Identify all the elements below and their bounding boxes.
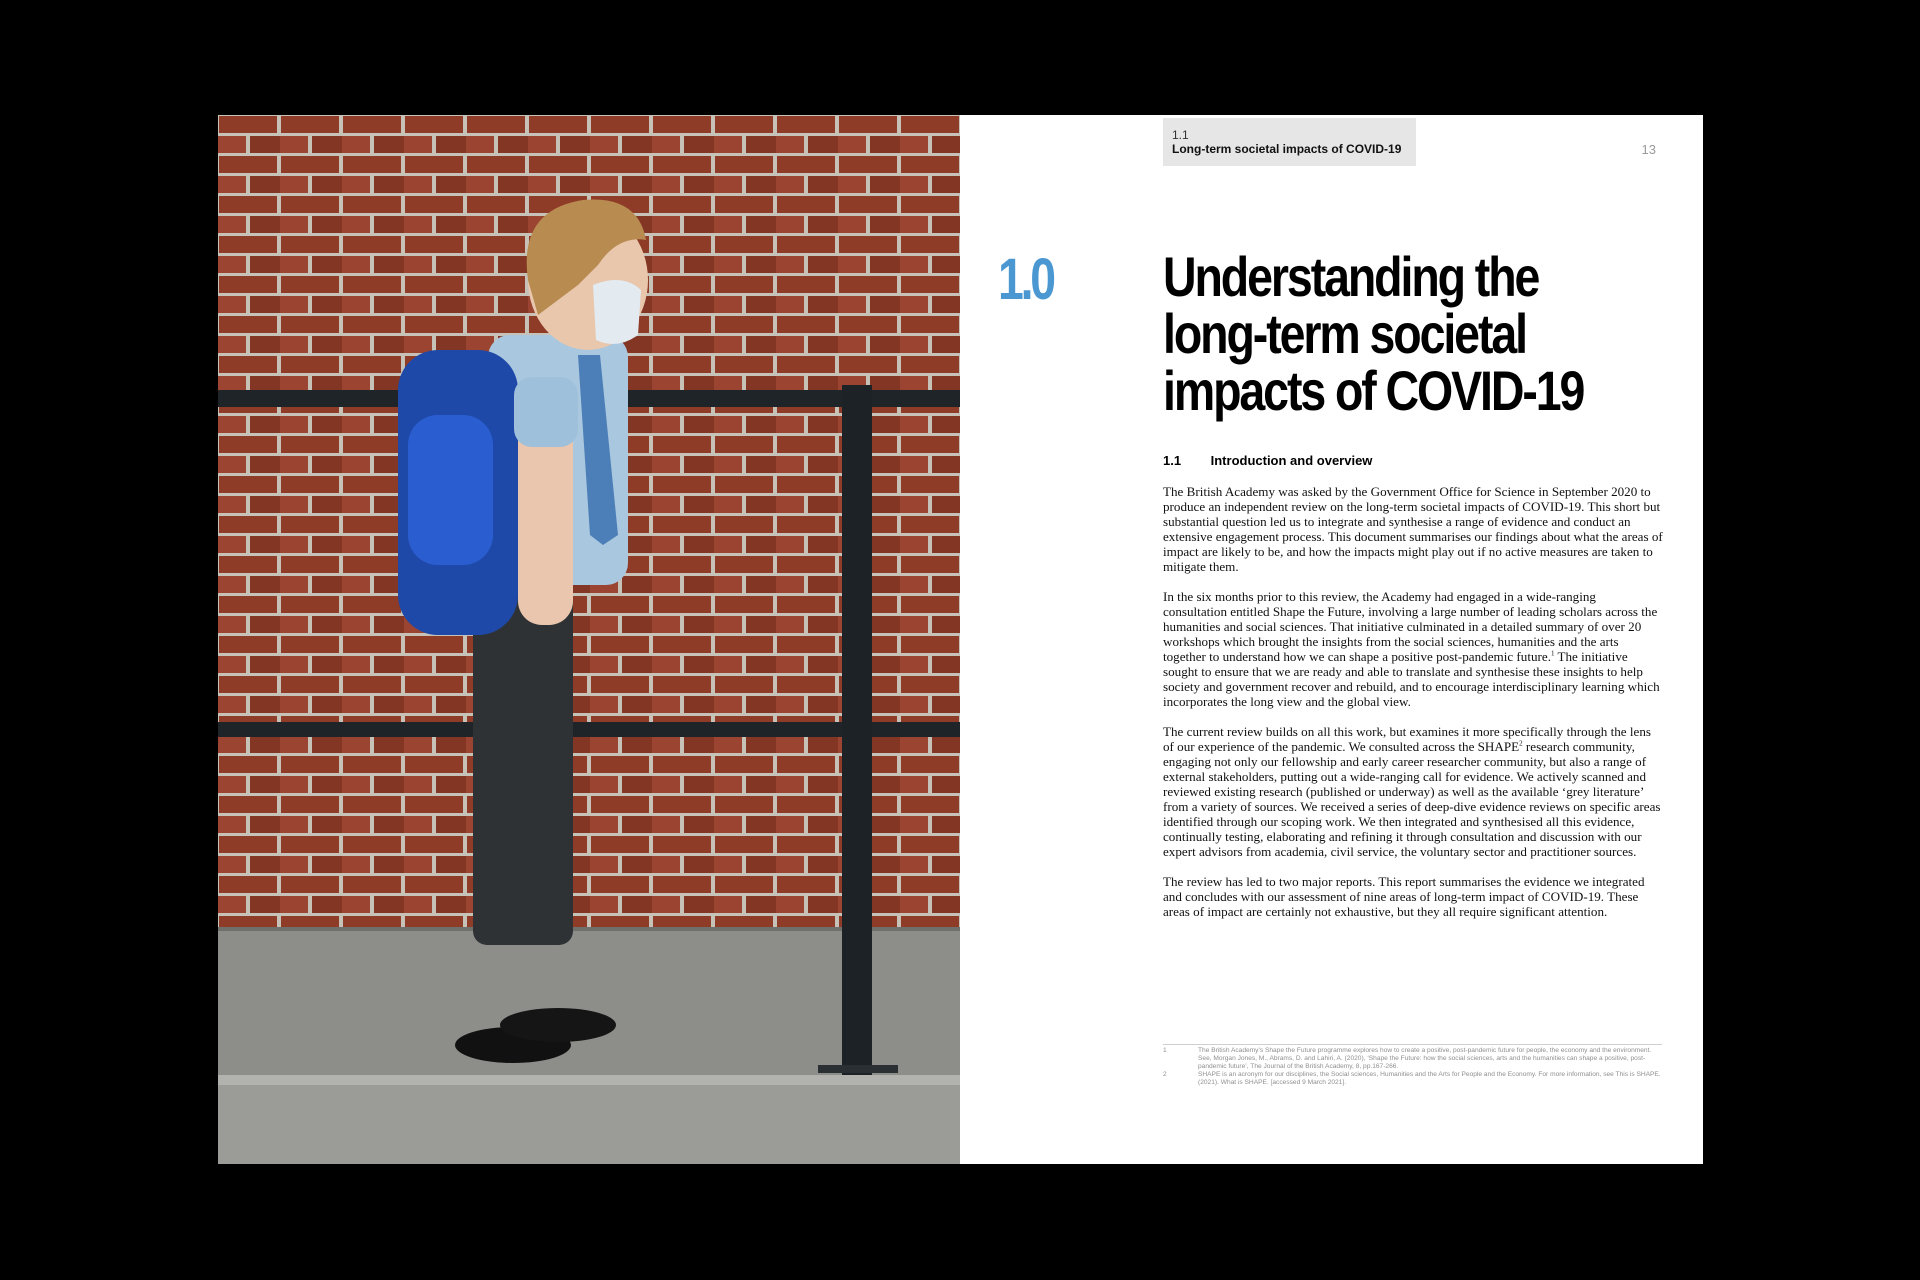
chapter-title-line: Understanding the [1163,245,1539,308]
paragraph-text: The initiative sought to ensure that we are ready and able to translate and synthesise these insights to help society and government recover and rebuild, and to encourage interdisciplinary learning which incorporates the long view and the global view. [1163,649,1660,709]
body-text [1163,484,1663,934]
chapter-title-line: impacts of COVID-19 [1163,359,1584,422]
running-head-section-title: Long-term societal impacts of COVID-19 [1172,142,1402,156]
footnote [1163,1047,1663,1071]
running-head [1163,118,1416,166]
running-head-section-number: 1.1 [1172,128,1189,142]
text-page [960,115,1703,1164]
paragraph: The British Academy was asked by the Government Office for Science in September 2020 to produce an independent review on the long-term societal impacts of COVID-19. This short but substantial question led us to integrate and synthesise a range of evidence and conduct an extensive engagement process. This document summarises our findings about what the areas of impact are likely to be, and how the impacts might play out if no active measures are taken to mitigate them. [1163,484,1663,574]
footnotes [1163,1047,1663,1087]
chapter-title-line: long-term societal [1163,302,1526,365]
paragraph: The review has led to two major reports. This report summarises the evidence we integrated and concludes with our assessment of nine areas of long-term impact of COVID-19. These areas of impact are certainly not exhaustive, but they all require significant attention. [1163,874,1645,919]
document-spread [218,115,1703,1164]
chapter-title [1163,245,1628,422]
footnote-ref[interactable]: 1 [1550,649,1555,658]
footnote-ref[interactable]: 2 [1519,739,1523,748]
paragraph-text: In the six months prior to this review, the Academy had engaged in a wide-ranging consultation entitled Shape the Future, involving a large number of leading scholars across the humanities and social sciences. That initiative culminated in a detailed summary of over 20 workshops which brought the insights from the social sciences, humanities and the arts together to understand how we can shape a positive post-pandemic future. [1163,589,1658,664]
photo-schoolboy-masked [218,115,960,1164]
section-heading [1163,453,1372,468]
paragraph-text: research community, engaging not only our fellowship and early career researcher community, but also a range of external stakeholders, putting out a wide-ranging call for evidence. We actively scanned and reviewed existing research (published or underway) as well as the available ‘grey literature’ from a variety of sources. We received a series of deep-dive evidence reviews on specific areas identified through our scoping work. We then integrated and synthesised all this evidence, continually testing, elaborating and refining it through consultation and discussion with our expert advisors from academia, civil service, the voluntary sector and practitioner sources. [1163,739,1661,859]
page-number: 13 [1641,142,1656,157]
footnote-text: The British Academy’s Shape the Future programme explores how to create a positive, post-pandemic future for people, the economy and the environment. See, Morgan Jones, M., Abrams, D. and Lahiri, A. (2020), ‘Shape the Future: how the social sciences, arts and the humanities can shape a positive, post-pandemic future’, The Journal of the British Academy, 8, pp.167-266. [1198,1047,1652,1070]
paragraph [1163,724,1663,859]
section-title: Introduction and overview [1210,453,1373,468]
footnote-divider [1163,1044,1662,1045]
section-number: 1.1 [1163,453,1182,468]
footnote-text: SHAPE is an acronym for our disciplines, the Social sciences, Humanities and the Arts for People and the Economy. For more information, see This is SHAPE. (2021). What is SHAPE. [accessed 9 March 2021]. [1198,1071,1661,1086]
footnote-number: 1 [1163,1047,1167,1054]
footnote [1163,1071,1663,1087]
paragraph [1163,589,1663,709]
cover-photo [218,115,960,1164]
footnote-number: 2 [1163,1071,1167,1078]
paragraph-text: The current review builds on all this work, but examines it more specifically through the lens of our experience of the pandemic. We consulted across the SHAPE [1163,724,1651,754]
chapter-number: 1.0 [998,247,1053,312]
